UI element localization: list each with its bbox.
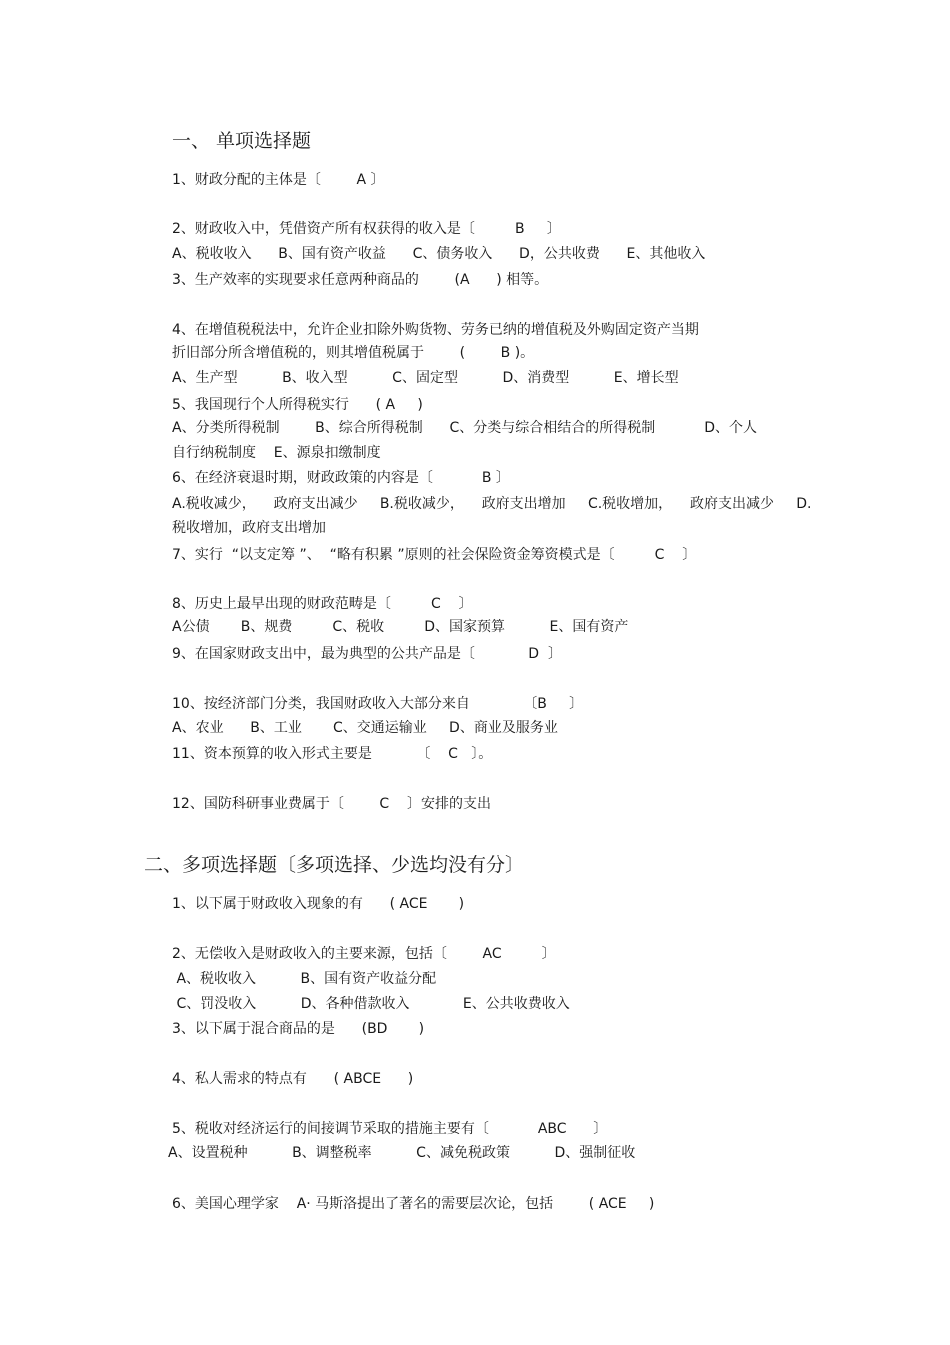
question-4-options: A、生产型 B、收入型 C、固定型 D、消费型 E、增长型: [172, 370, 679, 386]
question-3: 3、生产效率的实现要求任意两种商品的 (A ) 相等。: [172, 272, 549, 288]
question-11: 11、资本预算的收入形式主要是 〔 C 〕。: [172, 746, 493, 762]
multi-question-5-options: A、设置税种 B、调整税率 C、减免税政策 D、强制征收: [168, 1145, 636, 1161]
question-2: 2、财政收入中，凭借资产所有权获得的收入是〔 B 〕: [172, 221, 561, 237]
question-4-continued: 折旧部分所含增值税的，则其增值税属于 ( B )。: [172, 345, 535, 361]
question-6: 6、在经济衰退时期，财政政策的内容是〔 B 〕: [172, 470, 510, 486]
question-7: 7、实行 “以支定筹 ”、 “略有积累 ”原则的社会保险资金筹资模式是〔 C 〕: [172, 547, 697, 563]
multi-question-2-options-continued: C、罚没收入 D、各种借款收入 E、公共收费收入: [172, 996, 570, 1012]
question-5: 5、我国现行个人所得税实行 ( A ): [172, 397, 423, 413]
question-10-options: A、农业 B、工业 C、交通运输业 D、商业及服务业: [172, 720, 558, 736]
question-5-options: A、分类所得税制 B、综合所得税制 C、分类与综合相结合的所得税制 D、个人: [172, 420, 757, 436]
question-6-options: A.税收减少， 政府支出减少 B.税收减少， 政府支出增加 C.税收增加， 政府支出减少 D.: [172, 496, 812, 512]
multi-question-1: 1、以下属于财政收入现象的有 ( ACE ): [172, 896, 465, 912]
question-4: 4、在增值税税法中，允许企业扣除外购货物、劳务已纳的增值税及外购固定资产当期: [172, 322, 699, 338]
question-1: 1、财政分配的主体是〔 A 〕: [172, 172, 385, 188]
section-heading-multiple-choice: 二、多项选择题〔多项选择、少选均没有分〕: [144, 854, 525, 876]
question-6-options-continued: 税收增加，政府支出增加: [172, 520, 326, 536]
multi-question-3: 3、以下属于混合商品的是 (BD ): [172, 1021, 425, 1037]
question-2-options: A、税收收入 B、国有资产收益 C、债务收入 D，公共收费 E、其他收入: [172, 246, 706, 262]
multi-question-2-options: A、税收收入 B、国有资产收益分配: [172, 971, 437, 987]
section-heading-single-choice: 一、 单项选择题: [172, 130, 312, 152]
multi-question-5: 5、税收对经济运行的间接调节采取的措施主要有〔 ABC 〕: [172, 1121, 608, 1137]
question-5-options-continued: 自行纳税制度 E、源泉扣缴制度: [172, 445, 381, 461]
question-12: 12、国防科研事业费属于〔 C 〕安排的支出: [172, 796, 491, 812]
multi-question-4: 4、私人需求的特点有 ( ABCE ): [172, 1071, 414, 1087]
question-8: 8、历史上最早出现的财政范畴是〔 C 〕: [172, 596, 473, 612]
question-8-options: A公债 B、规费 C、税收 D、国家预算 E、国有资产: [172, 619, 629, 635]
question-9: 9、在国家财政支出中，最为典型的公共产品是〔 D 〕: [172, 646, 562, 662]
multi-question-6: 6、美国心理学家 A· 马斯洛提出了著名的需要层次论，包括 ( ACE ): [172, 1196, 655, 1212]
question-10: 10、按经济部门分类，我国财政收入大部分来自 〔B 〕: [172, 696, 584, 712]
multi-question-2: 2、无偿收入是财政收入的主要来源，包括〔 AC 〕: [172, 946, 556, 962]
